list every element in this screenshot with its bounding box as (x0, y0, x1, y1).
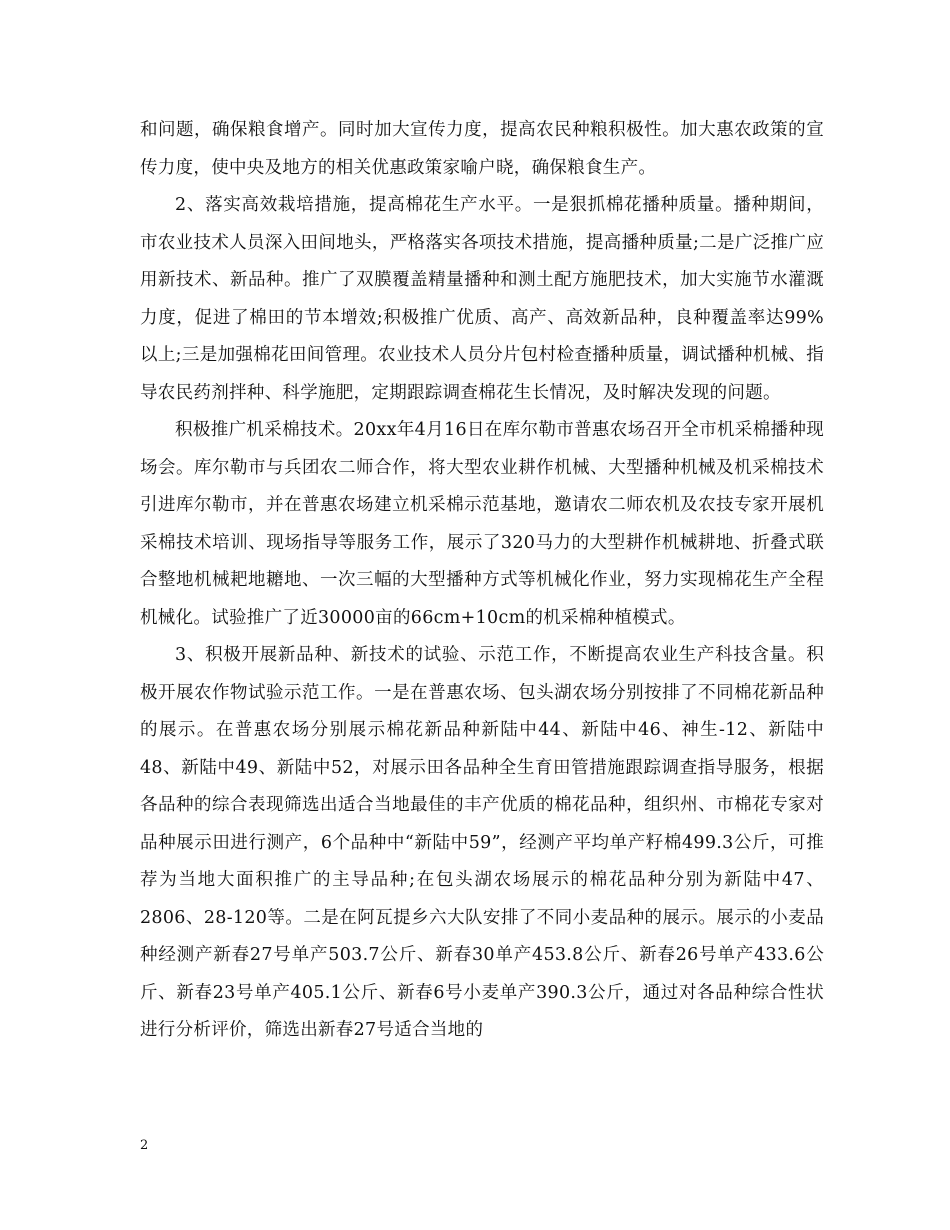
document-body (140, 112, 824, 1050)
paragraph-2: 2、落实高效栽培措施，提高棉花生产水平。一是狠抓棉花播种质量。播种期间，市农业技术人员深入田间地头，严格落实各项技术措施，提高播种质量;二是广泛推广应用新技术、新品种。推广了双膜覆盖精量播种和测土配方施肥技术，加大实施节水灌溉力度，促进了棉田的节本增效;积极推广优质、高产、高效新品种，良种覆盖率达99%以上;三是加强棉花田间管理。农业技术人员分片包村检查播种质量，调试播种机械、指导农民药剂拌种、科学施肥，定期跟踪调查棉花生长情况，及时解决发现的问题。 (140, 195, 824, 403)
paragraph-3: 积极推广机采棉技术。20xx年4月16日在库尔勒市普惠农场召开全市机采棉播种现场会。库尔勒市与兵团农二师合作，将大型农业耕作机械、大型播种机械及机采棉技术引进库尔勒市，并在普惠农场建立机采棉示范基地，邀请农二师农机及农技专家开展机采棉技术培训、现场指导等服务工作，展示了320马力的大型耕作机械耕地、折叠式联合整地机械耙地耱地、一次三幅的大型播种方式等机械化作业，努力实现棉花生产全程机械化。试验推广了近30000亩的66cm+10cm的机采棉种植模式。 (140, 420, 824, 628)
paragraph-1: 和问题，确保粮食增产。同时加大宣传力度，提高农民种粮积极性。加大惠农政策的宣传力度，使中央及地方的相关优惠政策家喻户晓，确保粮食生产。 (140, 120, 824, 178)
paragraph-4: 3、积极开展新品种、新技术的试验、示范工作，不断提高农业生产科技含量。积极开展农作物试验示范工作。一是在普惠农场、包头湖农场分别按排了不同棉花新品种的展示。在普惠农场分别展示棉花新品种新陆中44、新陆中46、神生-12、新陆中48、新陆中49、新陆中52，对展示田各品种全生育田管措施跟踪调查指导服务，根据各品种的综合表现筛选出适合当地最佳的丰产优质的棉花品种，组织州、市棉花专家对品种展示田进行测产，6个品种中“新陆中59”，经测产平均单产籽棉499.3公斤，可推荐为当地大面积推广的主导品种;在包头湖农场展示的棉花品种分别为新陆中47、2806、28-120等。二是在阿瓦提乡六大队安排了不同小麦品种的展示。展示的小麦品种经测产新春27号单产503.7公斤、新春30单产453.8公斤、新春26号单产433.6公斤、新春23号单产405.1公斤、新春6号小麦单产390.3公斤，通过对各品种综合性状进行分析评价，筛选出新春27号适合当地的 (140, 645, 824, 1040)
page-number: 2 (140, 1138, 149, 1153)
